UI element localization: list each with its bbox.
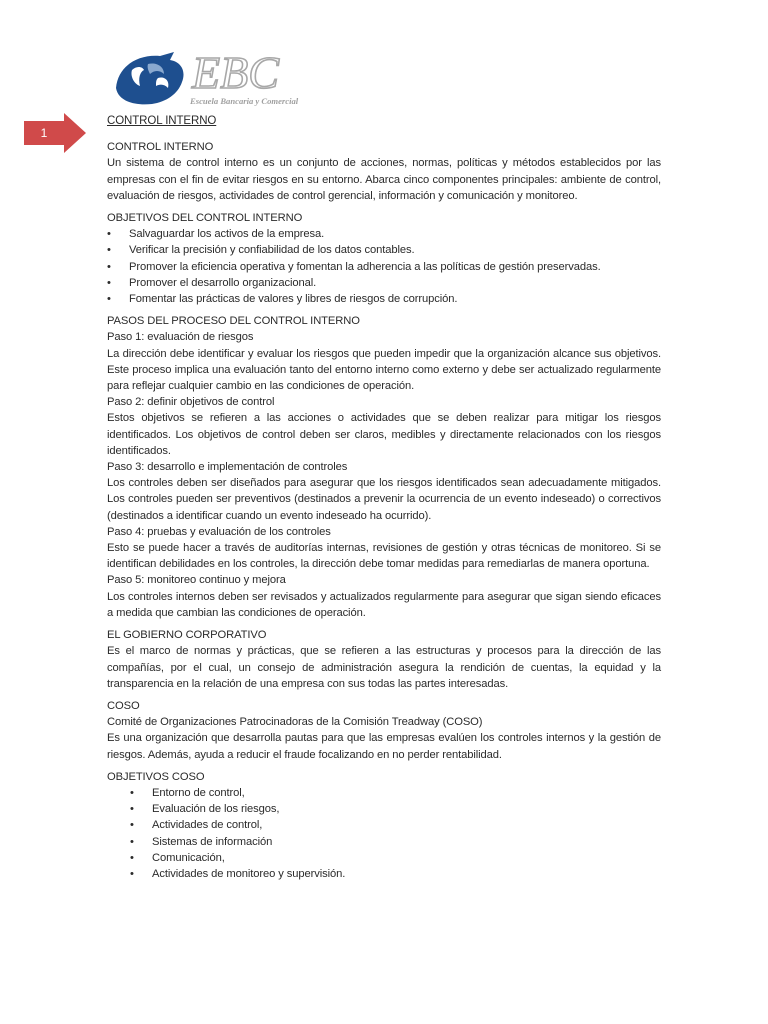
logo-tagline: Escuela Bancaria y Comercial [190,96,299,106]
section-objetivos [107,210,661,307]
page-marker-number: 1 [40,126,48,140]
ebc-logo [112,48,382,108]
section-heading: OBJETIVOS DEL CONTROL INTERNO [107,212,303,225]
section-subheading: Comité de Organizaciones Patrocinadoras de la Comisión Treadway (COSO) [107,716,483,729]
section-heading: OBJETIVOS COSO [107,770,205,783]
list-item: • Promover el desarrollo organizacional. [107,275,661,291]
step-title: Paso 1: evaluación de riesgos [107,331,254,344]
section-pasos [107,313,661,621]
list-item: • Comunicación, [107,850,661,866]
list-item: • Verificar la precisión y confiabilidad de los datos contables. [107,242,661,258]
document-body [107,113,661,888]
list-item: • Promover la eficiencia operativa y fomentan la adherencia a las políticas de gestión preservadas. [107,259,661,275]
objectives-list [107,226,661,307]
section-gobierno [107,627,661,692]
section-heading: CONTROL INTERNO [107,141,214,154]
logo-emblem-icon [116,52,184,104]
list-item: • Actividades de control, [107,817,661,833]
list-item: • Fomentar las prácticas de valores y libres de riesgos de corrupción. [107,291,661,307]
paragraph: Estos objetivos se refieren a las acciones o actividades que se deben realizar para mitigar los riesgos identificados. Los objetivos de control deben ser claros, medibles y directamente relacionados con los riesgos identificados. [107,412,661,457]
list-item: • Actividades de monitoreo y supervisión. [107,866,661,882]
document-title: CONTROL INTERNO [107,115,217,127]
list-item: • Salvaguardar los activos de la empresa. [107,226,661,242]
section-objetivos-coso [107,769,661,882]
paragraph: Un sistema de control interno es un conjunto de acciones, normas, políticas y métodos establecidos por las empresas con el fin de evitar riesgos en su entorno. Abarca cinco componentes principales: ambiente de control, evaluación de riesgos, actividades de control gerencial, información y comunicación y monitoreo. [107,157,661,202]
section-heading: COSO [107,699,140,712]
section-control-interno [107,139,661,204]
paragraph: Los controles deben ser diseñados para asegurar que los riesgos identificados sean adecuadamente mitigados. Los controles pueden ser preventivos (destinados a prevenir la ocurrencia de un evento indeseado) o correctivos (destinados a identificar cuando un evento indeseado ha ocurrido). [107,477,661,522]
paragraph: Los controles internos deben ser revisados y actualizados regularmente para asegurar que sigan siendo eficaces a medida que cambian las condiciones de operación. [107,590,661,619]
logo-wordmark: EBC [192,48,279,98]
section-heading: PASOS DEL PROCESO DEL CONTROL INTERNO [107,315,360,328]
step-title: Paso 4: pruebas y evaluación de los controles [107,525,331,538]
paragraph: Esto se puede hacer a través de auditorías internas, revisiones de gestión y otras técnicas de monitoreo. Si se identifican debilidades en los controles, la dirección debe tomar medidas para remediarlas de manera oportuna. [107,542,661,571]
list-item: • Sistemas de información [107,834,661,850]
step-title: Paso 5: monitoreo continuo y mejora [107,574,286,587]
coso-objectives-list [107,785,661,882]
paragraph: La dirección debe identificar y evaluar los riesgos que pueden impedir que la organización alcance sus objetivos. Este proceso implica una evaluación tanto del entorno interno como externo y debe ser actualizado regularmente para reflejar cualquier cambio en las condiciones de operación. [107,347,661,393]
step-title: Paso 2: definir objetivos de control [107,396,275,409]
list-item: • Entorno de control, [107,785,661,801]
step-title: Paso 3: desarrollo e implementación de controles [107,461,348,474]
paragraph: Es el marco de normas y prácticas, que se refieren a las estructuras y procesos para la dirección de las compañías, por el cual, un consejo de administración asegura la rendición de cuentas, la equidad y la transparencia en la relación de una empresa con sus todas las partes interesadas. [107,645,661,690]
list-item: • Evaluación de los riesgos, [107,801,661,817]
section-heading: EL GOBIERNO CORPORATIVO [107,629,267,642]
section-coso [107,698,661,763]
paragraph: Es una organización que desarrolla pautas para que las empresas evalúen los controles internos y la gestión de riesgos. Además, ayuda a reducir el fraude focalizando en no perder rentabilidad. [107,732,661,761]
